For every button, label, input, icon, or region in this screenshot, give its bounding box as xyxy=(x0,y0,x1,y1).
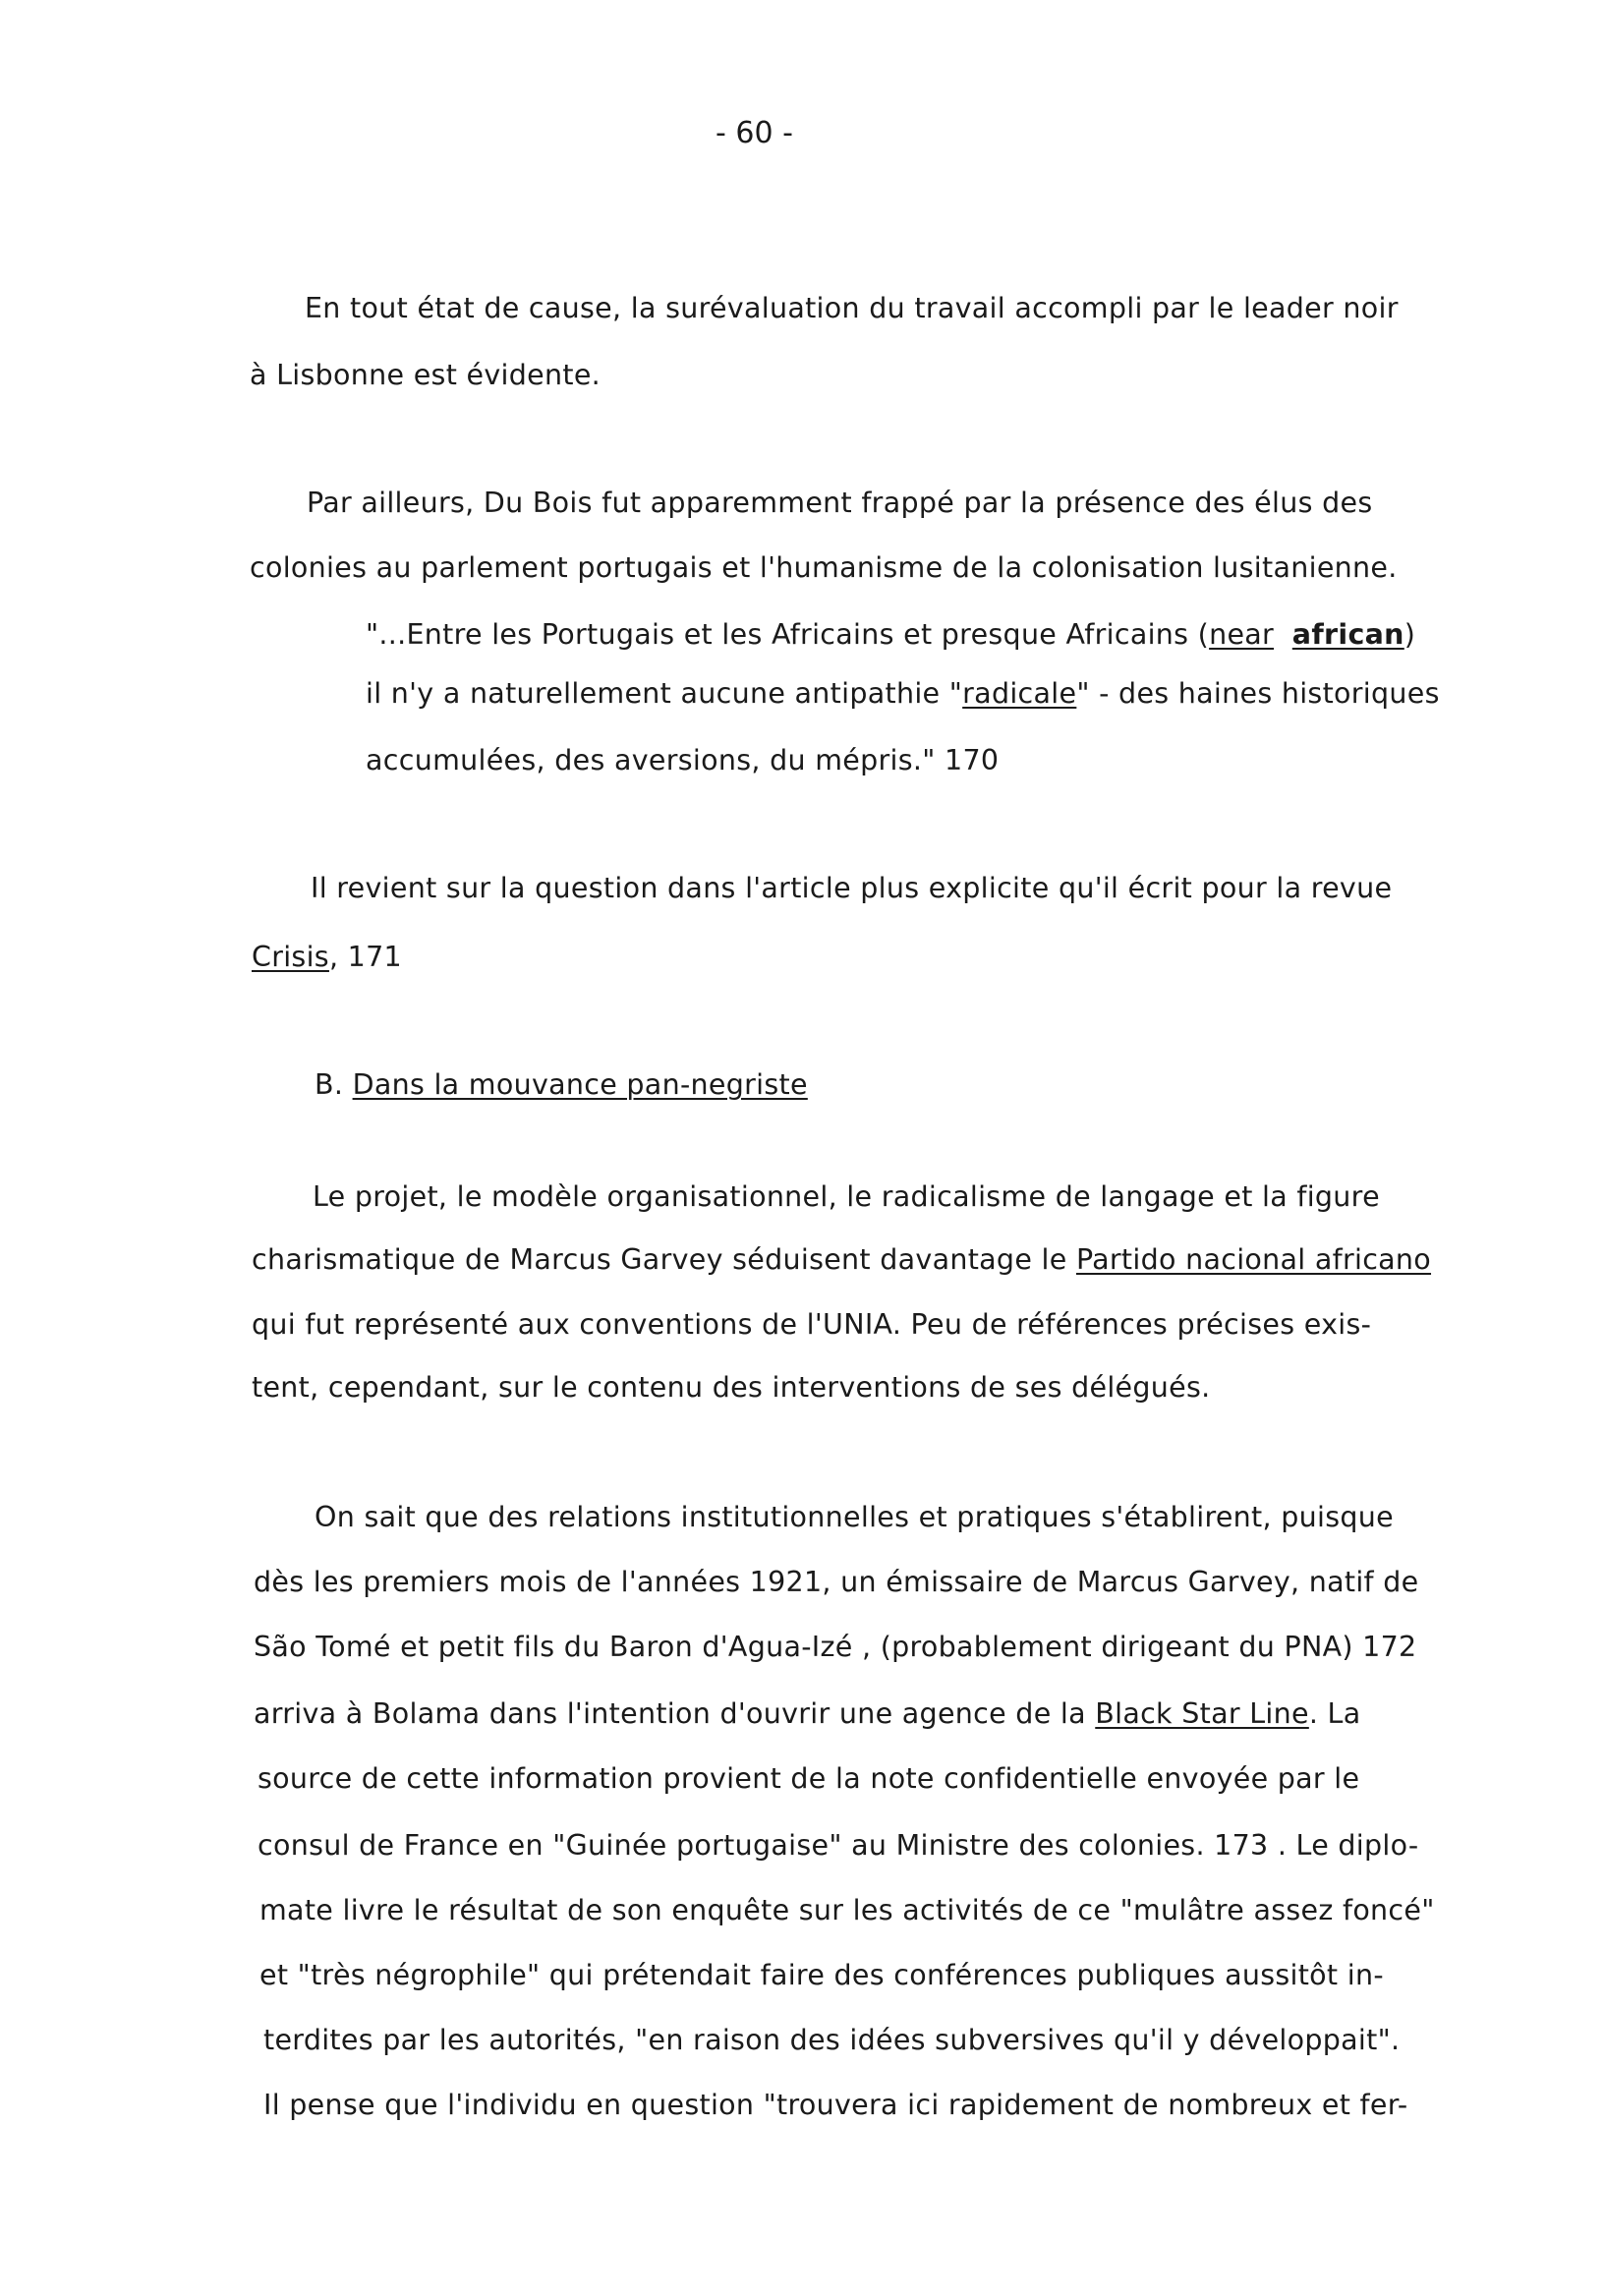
quote-term-near: near xyxy=(1209,618,1275,651)
company-name-black-star-line: Black Star Line xyxy=(1095,1697,1309,1730)
paragraph-5-line-4-text: arriva à Bolama dans l'intention d'ouvrir une agence de la xyxy=(254,1697,1096,1730)
quote-term-radicale: radicale xyxy=(962,677,1077,710)
paragraph-2-line-2: colonies au parlement portugais et l'humanisme de la colonisation lusitanienne. xyxy=(250,551,1398,584)
paragraph-4-line-3: qui fut représenté aux conventions de l'UNIA. Peu de références précises exis- xyxy=(252,1308,1372,1341)
paragraph-1-line-1: En tout état de cause, la surévaluation du travail accompli par le leader noir xyxy=(305,292,1399,324)
paragraph-4-line-2-text: charismatique de Marcus Garvey séduisent davantage le xyxy=(252,1243,1076,1276)
journal-title-crisis: Crisis xyxy=(252,941,329,973)
paragraph-5-line-8: et "très négrophile" qui prétendait faire des conférences publiques aussitôt in- xyxy=(259,1959,1384,1991)
section-heading xyxy=(315,1068,808,1101)
paragraph-5-line-4 xyxy=(254,1697,1361,1730)
quote-term-african: african xyxy=(1291,618,1404,651)
quote-line-2-text: il n'y a naturellement aucune antipathie " xyxy=(366,677,963,710)
paragraph-5-line-10: Il pense que l'individu en question "trouvera ici rapidement de nombreux et fer- xyxy=(263,2089,1408,2121)
paragraph-4-line-1: Le projet, le modèle organisationnel, le radicalisme de langage et la figure xyxy=(313,1180,1380,1213)
section-title: Dans la mouvance pan-negriste xyxy=(352,1068,808,1101)
page-number: - 60 - xyxy=(716,116,793,150)
paragraph-1-line-2: à Lisbonne est évidente. xyxy=(250,359,602,391)
footnote-ref-171: , 171 xyxy=(328,941,402,973)
paragraph-5-line-9: terdites par les autorités, "en raison des idées subversives qu'il y développait". xyxy=(263,2024,1401,2056)
paragraph-2-line-1: Par ailleurs, Du Bois fut apparemment frappé par la présence des élus des xyxy=(307,487,1373,519)
paragraph-5-line-7: mate livre le résultat de son enquête sur les activités de ce "mulâtre assez foncé" xyxy=(259,1894,1435,1926)
paragraph-4-line-2 xyxy=(252,1243,1432,1276)
paragraph-5-line-3: São Tomé et petit fils du Baron d'Agua-Izé , (probablement dirigeant du PNA) 172 xyxy=(254,1631,1417,1663)
paragraph-4-line-4: tent, cependant, sur le contenu des interventions de ses délégués. xyxy=(252,1371,1211,1404)
section-label: B. xyxy=(315,1068,344,1101)
quote-line-3: accumulées, des aversions, du mépris." 170 xyxy=(366,744,1000,776)
paragraph-5-line-1: On sait que des relations institutionnelles et pratiques s'établirent, puisque xyxy=(315,1501,1394,1533)
quote-line-1-close: ) xyxy=(1404,618,1416,651)
paragraph-3-line-2 xyxy=(252,941,402,973)
quote-line-1-text: "...Entre les Portugais et les Africains et presque Africains ( xyxy=(366,618,1210,651)
paragraph-5-line-2: dès les premiers mois de l'années 1921, un émissaire de Marcus Garvey, natif de xyxy=(254,1566,1419,1598)
paragraph-3-line-1: Il revient sur la question dans l'article plus explicite qu'il écrit pour la revue xyxy=(311,872,1393,904)
paragraph-5-line-5: source de cette information provient de la note confidentielle envoyée par le xyxy=(258,1762,1360,1795)
party-name: Partido nacional africano xyxy=(1075,1243,1432,1276)
quote-line-2 xyxy=(366,677,1440,710)
quote-line-1 xyxy=(366,618,1416,651)
paragraph-5-line-6: consul de France en "Guinée portugaise" au Ministre des colonies. 173 . Le diplo- xyxy=(258,1829,1419,1862)
paragraph-5-line-4-rest: . La xyxy=(1308,1697,1361,1730)
quote-line-2-rest: " - des haines historiques xyxy=(1076,677,1440,710)
